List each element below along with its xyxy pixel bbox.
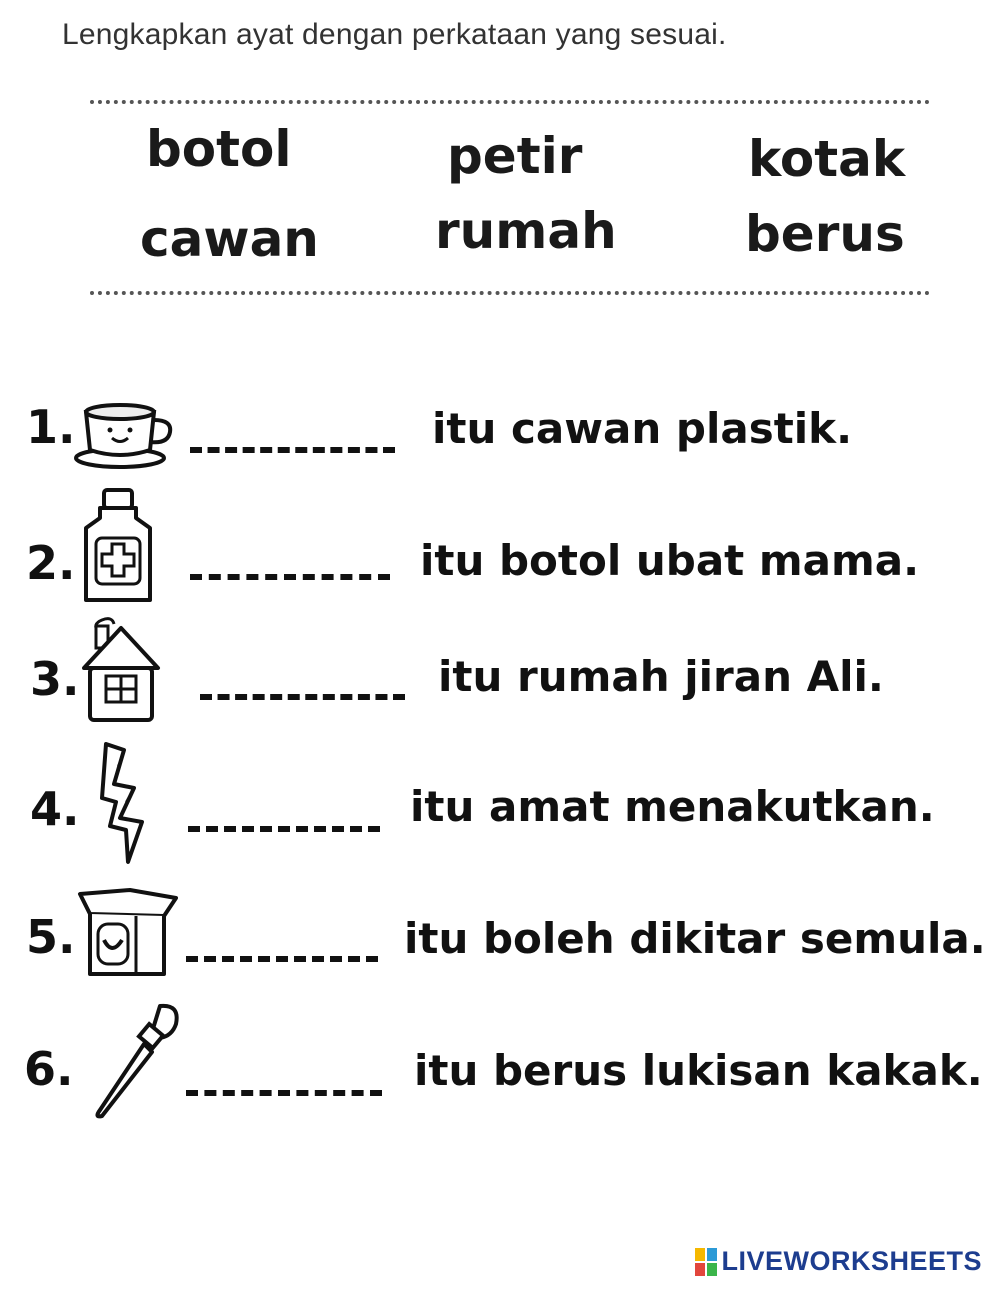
answer-blank[interactable]: [186, 1090, 382, 1096]
question-sentence: itu amat menakutkan.: [410, 782, 935, 831]
answer-blank[interactable]: [200, 694, 405, 700]
word-bank-item: berus: [745, 205, 905, 263]
instruction-text: Lengkapkan ayat dengan perkataan yang sesuai.: [62, 18, 727, 51]
liveworksheets-logo: [695, 1246, 982, 1277]
question-row: [0, 488, 1000, 598]
lightning-icon: [98, 740, 158, 866]
question-sentence: itu cawan plastik.: [432, 404, 853, 453]
question-number: 6.: [24, 1042, 74, 1096]
box-icon: [76, 888, 180, 980]
question-sentence: itu rumah jiran Ali.: [438, 652, 884, 701]
paintbrush-icon: [90, 1002, 182, 1120]
word-bank-item: cawan: [140, 210, 319, 268]
question-row: [0, 608, 1000, 718]
question-row: [0, 888, 1000, 998]
question-row: [0, 1002, 1000, 1112]
question-number: 4.: [30, 782, 80, 836]
word-bank-item: rumah: [435, 202, 617, 260]
answer-blank[interactable]: [190, 447, 395, 453]
word-bank-item: kotak: [748, 130, 906, 188]
word-bank-top-divider: [90, 100, 930, 104]
word-bank-item: botol: [146, 120, 292, 178]
question-sentence: itu boleh dikitar semula.: [404, 914, 986, 963]
question-number: 3.: [30, 652, 80, 706]
answer-blank[interactable]: [190, 574, 390, 580]
cup-icon: [72, 400, 182, 470]
question-number: 2.: [26, 536, 76, 590]
question-row: [0, 740, 1000, 850]
word-bank-bottom-divider: [90, 291, 930, 295]
liveworksheets-brand-text: LIVEWORKSHEETS: [721, 1246, 982, 1276]
question-number: 5.: [26, 910, 76, 964]
liveworksheets-logo-mark: [695, 1248, 717, 1276]
answer-blank[interactable]: [188, 826, 380, 832]
question-number: 1.: [26, 400, 76, 454]
house-icon: [80, 612, 162, 726]
question-sentence: itu berus lukisan kakak.: [414, 1046, 983, 1095]
question-sentence: itu botol ubat mama.: [420, 536, 920, 585]
medicine-bottle-icon: [78, 488, 160, 606]
question-row: [0, 390, 1000, 500]
answer-blank[interactable]: [186, 956, 378, 962]
word-bank-item: petir: [447, 127, 583, 185]
